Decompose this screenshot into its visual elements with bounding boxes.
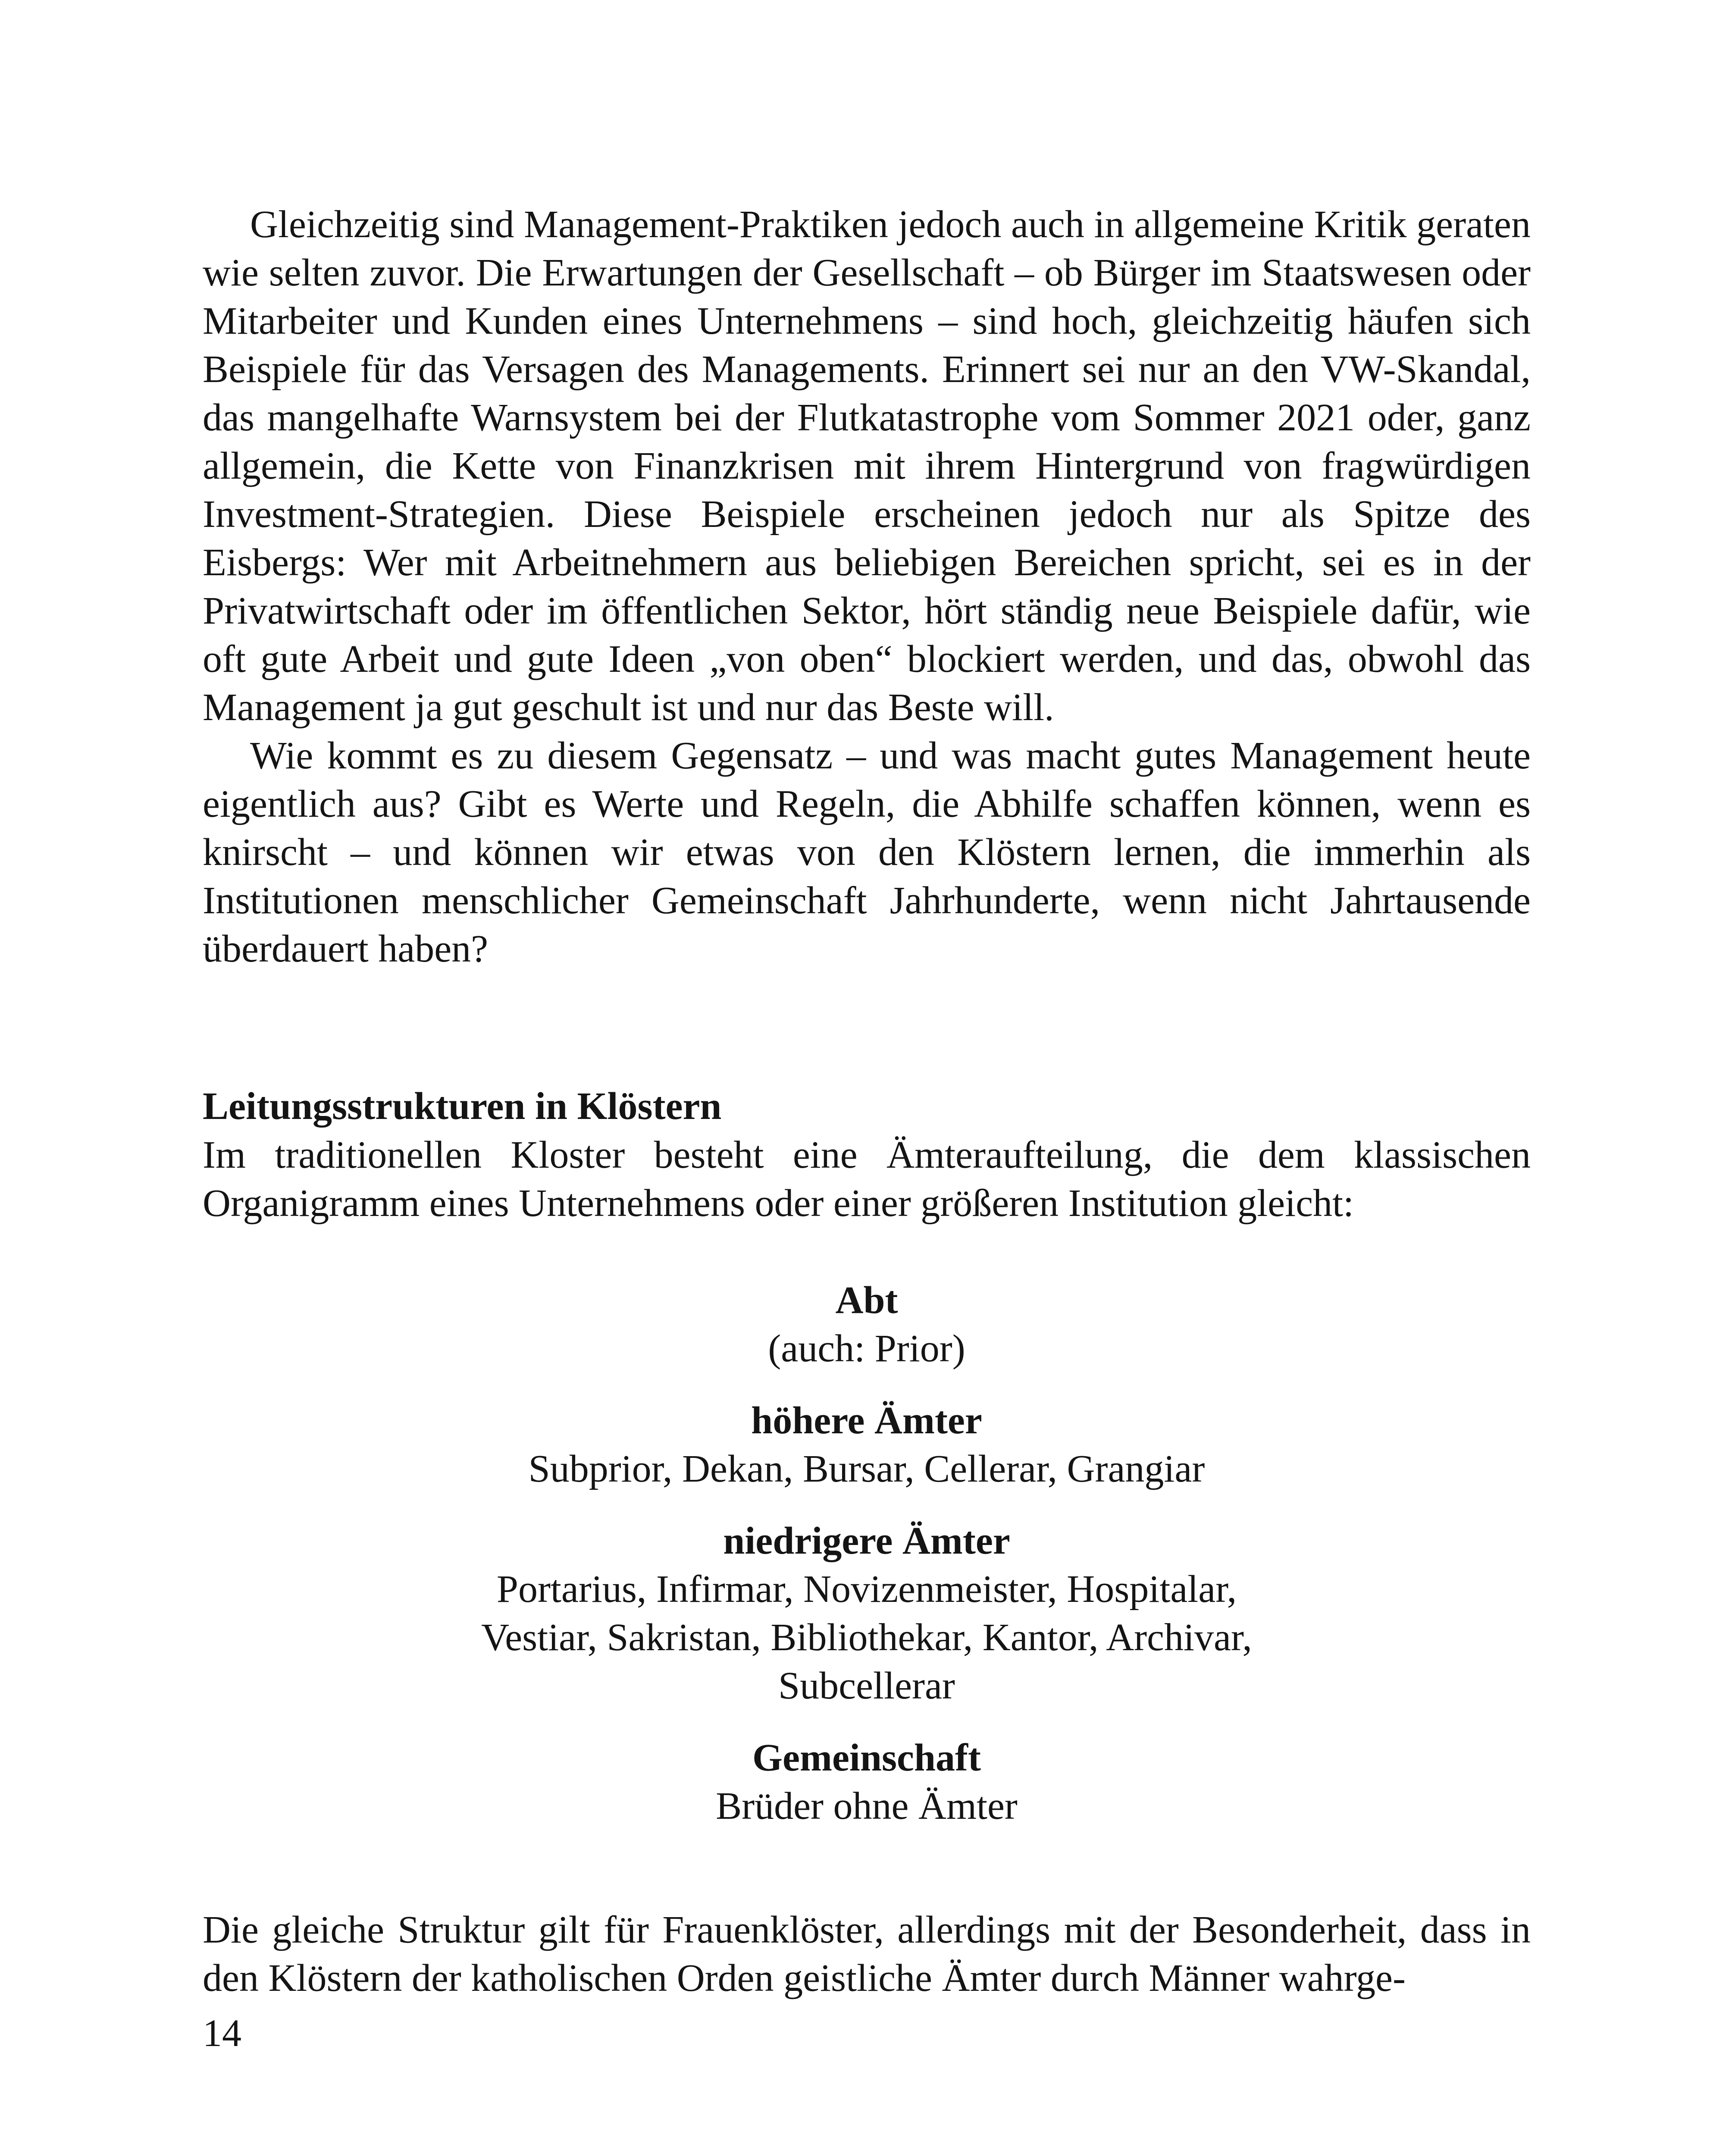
section-heading: Leitungsstrukturen in Klöstern [203,1085,722,1128]
org-level-description: (auch: Prior) [768,1327,965,1370]
intro-paragraph: Im traditionellen Kloster besteht eine Ämteraufteilung, die dem klassischen Organigramm eines Unternehmens oder einer größeren Institution gleicht: [203,1134,1531,1225]
section-intro [203,1131,1531,1228]
org-level-description: Subprior, Dekan, Bursar, Cellerar, Grangiar [528,1448,1205,1490]
closing-text [203,1906,1531,2002]
paragraph: Wie kommt es zu diesem Gegensatz – und was macht gutes Management heute eigentlich aus? Gibt es Werte und Regeln, die Abhilfe schaffen können, wenn es knirscht – und können wir etwas von den Klöstern lernen, die immerhin als Institutionen menschlicher Gemeinschaft Jahrhunderte, wenn nicht Jahrtausende überdauert haben? [203,734,1531,970]
org-level-description: Portarius, Infirmar, Novizenmeister, Hospitalar, Vestiar, Sakristan, Bibliothekar, Kantor, Archivar, Subcellerar [481,1568,1252,1707]
org-level-title: Gemeinschaft [752,1736,981,1779]
monastery-org-chart [203,1276,1531,1854]
page-number: 14 [203,2012,241,2055]
org-level-title: Abt [835,1279,898,1322]
org-level-description: Brüder ohne Ämter [716,1785,1018,1827]
body-text [203,201,1531,973]
org-level-title: höhere Ämter [751,1399,982,1442]
closing-paragraph: Die gleiche Struktur gilt für Frauenklöster, allerdings mit der Besonderheit, dass in den Klöstern der katholischen Orden geistliche Ämter durch Männer wahrge- [203,1908,1531,1999]
org-level-community [203,1734,1531,1830]
org-level-higher-offices [203,1397,1531,1493]
org-level-abbot [203,1276,1531,1373]
org-level-lower-offices [203,1517,1531,1710]
org-level-title: niedrigere Ämter [723,1520,1010,1562]
paragraph: Gleichzeitig sind Management-Praktiken jedoch auch in allgemeine Kritik geraten wie selten zuvor. Die Erwartungen der Gesellschaft – ob Bürger im Staatswesen oder Mitarbeiter und Kunden eines Unternehmens – sind hoch, gleichzeitig häufen sich Beispiele für das Versagen des Managements. Erinnert sei nur an den VW-Skandal, das mangelhafte Warnsystem bei der Flutkatastrophe vom Sommer 2021 oder, ganz allgemein, die Kette von Finanzkrisen mit ihrem Hintergrund von fragwürdigen Investment-Strategien. Diese Beispiele erscheinen jedoch nur als Spitze des Eisbergs: Wer mit Arbeitnehmern aus beliebigen Bereichen spricht, sei es in der Privatwirtschaft oder im öffentlichen Sektor, hört ständig neue Beispiele dafür, wie oft gute Arbeit und gute Ideen „von oben“ blockiert werden, und das, obwohl das Management ja gut geschult ist und nur das Beste will. [203,203,1531,729]
